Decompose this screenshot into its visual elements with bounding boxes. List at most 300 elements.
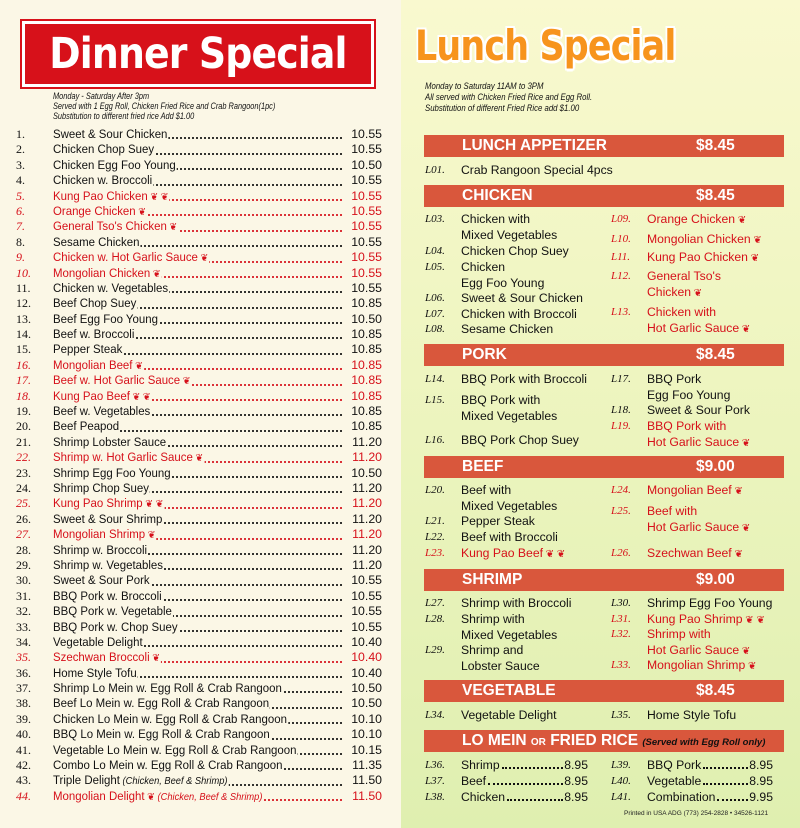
lunch-item-line: Mongolian Chicken ❦ [647,232,762,246]
dinner-item-name-wrap [53,727,342,742]
lunch-item-name [461,321,553,337]
dinner-item-name: Beef w. Hot Garlic Sauce ❦ [53,373,191,389]
dinner-item-number: 11. [16,280,31,295]
lunch-item-code: L07. [425,308,445,320]
dinner-item-price: 10.50 [342,312,382,327]
pepper-icon: ❦ [180,376,191,388]
lunch-item-line: BBQ Pork with [647,419,727,433]
dinner-item-number: 8. [16,234,25,249]
lunch-item-code: L21. [425,515,445,527]
lunch-item-line: Hot Garlic Sauce ❦ [647,520,751,534]
lunch-item-line: BBQ Pork with [461,393,541,407]
pepper-icon: ❦ [132,360,143,372]
lunch-item-line: Sweet & Sour Pork [647,403,750,417]
lunch-item-code: L17. [611,373,631,385]
pepper-icon: ❦ [739,438,751,449]
dinner-item [16,296,382,311]
dinner-item-name: BBQ Pork w. Broccoli [53,588,162,603]
dinner-item-price: 10.55 [342,235,382,250]
dinner-item-name-wrap [53,373,342,389]
dinner-item [16,712,382,727]
lunch-item-line: Orange Chicken ❦ [647,212,747,226]
dinner-item-name: Kung Pao Chicken ❦ ❦ [53,189,169,205]
lomein-item-code: L41. [611,791,631,803]
dinner-item [16,204,382,219]
lunch-item-line: Hot Garlic Sauce ❦ [647,321,751,335]
lunch-item-line: Chicken with [461,212,531,226]
section-lo-mein-fried-rice [424,730,784,752]
lunch-item-name [461,642,540,674]
lunch-item-name [647,482,743,500]
dinner-item-price: 10.55 [342,266,382,281]
lomein-item-code: L40. [611,775,631,787]
dinner-item-number: 16. [16,357,31,372]
dinner-item-number: 23. [16,465,31,480]
dinner-item-price: 10.10 [342,712,382,727]
lunch-item-code: L05. [425,261,445,273]
section-price: $9.00 [696,458,735,475]
dinner-item-name: Vegetable Delight [53,634,143,649]
lunch-item-name [647,211,746,229]
dinner-item [16,635,382,650]
dinner-item-name: BBQ Lo Mein w. Egg Roll & Crab Rangoon [53,727,270,742]
dinner-item-name: Szechwan Broccoli ❦ [53,650,161,666]
section-price: $8.45 [696,137,735,154]
dinner-item-name: Sweet & Sour Shrimp [53,511,163,526]
pepper-icon: ❦ ❦ [129,391,151,403]
dinner-item-price: 10.40 [342,666,382,681]
dinner-item-number: 20. [16,419,31,434]
dinner-note [53,91,275,121]
dinner-item-price: 10.50 [342,681,382,696]
lunch-item-code: L28. [425,613,445,625]
lunch-item-code: L22. [425,531,445,543]
dinner-item-number: 17. [16,373,31,388]
dinner-note-line: Substitution to different fried rice Add $1.00 [53,111,195,121]
lunch-item-name [647,545,743,563]
lunch-item-code: L10. [611,233,631,245]
dinner-item-name-wrap [53,650,342,666]
dinner-item-name-wrap [53,281,342,296]
pepper-icon: ❦ [166,222,178,234]
dinner-item-name: Chicken Chop Suey [53,142,155,157]
dot-leader [507,789,563,801]
lunch-item-line: Pepper Steak [461,514,535,528]
dinner-item-name: Sweet & Sour Pork [53,573,150,588]
pepper-icon: ❦ [144,791,155,803]
lunch-item-line: BBQ Pork [647,372,702,386]
lunch-item-code: L06. [425,292,445,304]
dinner-item-number: 28. [16,542,31,557]
lunch-item-name [647,371,730,403]
lomein-item-price: 9.95 [749,790,773,804]
dinner-item [16,496,382,511]
lunch-item-line: Home Style Tofu [647,708,737,722]
dinner-item-number: 38. [16,696,31,711]
lunch-item-name [461,162,613,178]
dinner-item-name-wrap [53,296,342,311]
dinner-item [16,650,382,665]
dinner-item-number: 33. [16,619,31,634]
dinner-item-name: Sesame Chicken [53,234,140,249]
lunch-item-line: Shrimp Egg Foo Young [647,596,773,610]
dinner-item-number: 19. [16,404,31,419]
dinner-item-price: 10.55 [342,604,382,619]
dinner-title-banner [22,21,374,87]
dinner-item-name-wrap [53,696,342,711]
dinner-item-name: Shrimp Lobster Sauce [53,434,167,449]
lunch-item-line: Kung Pao Beef ❦ ❦ [461,546,566,560]
dinner-item [16,696,382,711]
lunch-item-line: Egg Foo Young [461,276,545,290]
section-price: $8.45 [696,682,735,699]
dot-leader [717,789,748,801]
lunch-item-code: L35. [611,709,631,721]
lunch-item-name [461,432,579,448]
pepper-icon: ❦ [731,486,743,497]
lunch-item-name [461,306,577,322]
lunch-item-name [647,402,750,418]
lunch-item-line: Shrimp and [461,643,524,657]
dinner-item-price: 11.20 [342,558,382,573]
dinner-item-name: Beef Chop Suey [53,296,137,311]
lunch-item-line: Chicken with Broccoli [461,307,577,321]
dinner-item-name-wrap [53,266,342,282]
dinner-item-name-wrap [53,358,342,374]
lunch-item-code: L23. [425,547,445,559]
dinner-item-price: 10.10 [342,727,382,742]
pepper-icon: ❦ ❦ [543,549,566,560]
dinner-item-number: 25. [16,496,31,511]
dinner-item-number: 35. [16,650,31,665]
lunch-item-name [461,595,571,611]
dinner-item [16,250,382,265]
dinner-item-number: 18. [16,388,31,403]
dinner-item [16,419,382,434]
dinner-item [16,573,382,588]
dinner-item-price: 10.40 [342,650,382,665]
lunch-title-banner [415,15,677,75]
lomein-item-code: L39. [611,759,631,771]
dinner-item [16,620,382,635]
dinner-item-name-wrap [53,327,342,342]
dinner-item [16,666,382,681]
printed-footer: Printed in USA ADG (773) 254-2828 • 34526-1121 [624,810,769,817]
lunch-item-line: General Tso's [647,269,721,283]
section-label: LUNCH APPETIZER [462,137,607,154]
pepper-icon: ❦ [750,235,762,246]
dinner-item-price: 11.20 [342,496,382,511]
lomein-item-price: 8.95 [564,758,588,772]
lomein-item-price: 8.95 [749,774,773,788]
dinner-item-number: 30. [16,573,31,588]
dinner-item-price: 10.85 [342,419,382,434]
dinner-item-note: (Chicken, Beef & Shrimp) [154,791,263,803]
dinner-item-name: BBQ Pork w. Chop Suey [53,619,178,634]
dinner-item-name-wrap [53,543,342,558]
dinner-item-number: 44. [16,788,31,803]
dinner-item-price: 10.50 [342,158,382,173]
lomein-item-name: BBQ Pork [647,758,702,772]
dinner-item-name: Beef Lo Mein w. Egg Roll & Crab Rangoon [53,696,270,711]
dinner-item-number: 31. [16,588,31,603]
dinner-item-number: 12. [16,296,31,311]
dinner-item-name: Combo Lo Mein w. Egg Roll & Crab Rangoon [53,758,283,773]
pepper-icon: ❦ [150,268,161,280]
dinner-item-price: 10.55 [342,620,382,635]
lomein-item-name: Chicken [461,790,506,804]
lomein-item [647,773,773,789]
dinner-item-name: Shrimp w. Hot Garlic Sauce ❦ [53,450,204,466]
lunch-item-line: Chicken [461,260,506,274]
dinner-item [16,481,382,496]
dinner-item-name-wrap [53,204,342,220]
lomein-item-name: Shrimp [461,758,500,772]
dinner-item-number: 40. [16,727,31,742]
dinner-item-name: Chicken w. Broccoli [53,173,153,188]
lunch-item-line: Mixed Vegetables [461,409,558,423]
lunch-item-code: L11. [611,251,631,263]
dinner-item-number: 15. [16,342,31,357]
dinner-item-name: Mongolian Shrimp ❦ [53,527,156,543]
dinner-item-name: Shrimp Chop Suey [53,480,149,495]
lunch-item-name [461,211,557,243]
dinner-item-number: 9. [16,250,25,265]
section-label [462,730,765,754]
dinner-item [16,773,382,788]
lomein-item-price: 8.95 [749,758,773,772]
dinner-item-name: Beef w. Vegetables [53,404,151,419]
dinner-item-name: Shrimp Lo Mein w. Egg Roll & Crab Rangoon [53,681,282,696]
dinner-item-name: Beef Egg Foo Young [53,311,158,326]
pepper-icon: ❦ [747,253,760,264]
section-lunch-appetizer [424,135,784,157]
pepper-icon: ❦ [739,523,751,534]
lunch-item-code: L18. [611,404,631,416]
dinner-item-name: General Tso's Chicken ❦ [53,219,178,235]
lomein-item-code: L37. [425,775,445,787]
dinner-item-price: 10.55 [342,250,382,265]
pepper-icon: ❦ [745,661,757,672]
pepper-icon: ❦ [691,288,703,299]
dinner-item-number: 34. [16,634,31,649]
dinner-item-name: Beef Peapod [53,419,120,434]
dinner-item [16,127,382,142]
lunch-item-code: L03. [425,213,445,225]
pepper-icon: ❦ [739,646,751,657]
dinner-item-name: Vegetable Lo Mein w. Egg Roll & Crab Rangoon [53,742,297,757]
lunch-item-code: L13. [611,306,631,318]
dinner-item-name-wrap [53,342,342,357]
dinner-item [16,527,382,542]
section-label: CHICKEN [462,187,533,204]
dinner-item [16,435,382,450]
section-label: VEGETABLE [462,682,556,699]
pepper-icon: ❦ [739,324,751,335]
dinner-item [16,266,382,281]
dinner-item-price: 10.85 [342,327,382,342]
lunch-note-line: All served with Chicken Fried Rice and Egg Roll. [425,92,593,103]
dinner-item-number: 42. [16,758,31,773]
dinner-item [16,558,382,573]
section-note: (Served with Egg Roll only) [642,737,766,748]
dinner-item [16,235,382,250]
dinner-item-number: 27. [16,527,31,542]
dinner-item-price: 10.15 [342,743,382,758]
dinner-item [16,681,382,696]
pepper-icon: ❦ [192,453,204,465]
dinner-item-name-wrap [53,235,342,250]
dinner-item-name-wrap [53,604,342,619]
lomein-item [461,757,588,773]
dinner-item-name: Mongolian Beef ❦ [53,358,144,374]
lunch-item-line: BBQ Pork Chop Suey [461,433,579,447]
lunch-item-code: L19. [611,420,631,432]
lunch-item-line: Sesame Chicken [461,322,554,336]
lunch-item-name [647,657,756,675]
dinner-item-price: 11.20 [342,450,382,465]
lunch-item-code: L26. [611,547,631,559]
dinner-item-number: 6. [16,203,25,218]
dinner-item [16,604,382,619]
dinner-item-number: 39. [16,711,31,726]
lunch-item-name [461,513,535,529]
lunch-title: Lunch Special [415,20,676,70]
lomein-item-name: Combination [647,790,716,804]
dinner-item-price: 10.55 [342,173,382,188]
dinner-item-number: 43. [16,773,31,788]
lunch-item-line: Chicken with [647,305,717,319]
lunch-item-code: L24. [611,484,631,496]
section-label: BEEF [462,458,504,475]
pepper-icon: ❦ [135,206,147,218]
dinner-item-number: 24. [16,480,31,495]
dinner-item-name: Chicken Egg Foo Young [53,157,176,172]
dinner-item-name-wrap [53,312,342,327]
dinner-item [16,512,382,527]
lomein-item-price: 8.95 [564,790,588,804]
section-label-or: OR [530,737,546,748]
dinner-item-price: 10.50 [342,696,382,711]
dinner-item [16,543,382,558]
lunch-item-line: Vegetable Delight [461,708,557,722]
lunch-item-name [647,503,750,537]
dinner-item-name-wrap [53,773,342,789]
lunch-item-line: Mixed Vegetables [461,228,558,242]
dinner-item-name-wrap [53,142,342,157]
dinner-item [16,158,382,173]
lunch-item-code: L25. [611,505,631,517]
lunch-item-line: Kung Pao Shrimp ❦ ❦ [647,612,765,626]
lunch-item-line: Hot Garlic Sauce ❦ [647,643,751,657]
section-label-lo-mein: LO MEIN [462,732,527,749]
dinner-item-name: Mongolian Chicken ❦ [53,266,162,282]
lomein-item-price: 8.95 [564,774,588,788]
dinner-item-name: Home Style Tofu [53,665,137,680]
dinner-item [16,373,382,388]
lomein-item [647,789,773,805]
lunch-item-name [461,545,565,563]
lunch-item-line: Mongolian Beef ❦ [647,483,743,497]
dinner-item-name-wrap [53,466,342,481]
lunch-item-name [647,418,750,452]
dinner-item-name: Mongolian Delight ❦ (Chicken, Beef & Shrimp) [53,789,263,805]
dinner-item-number: 13. [16,311,31,326]
pepper-icon: ❦ [735,215,747,226]
lunch-item-code: L09. [611,213,631,225]
dinner-item-name-wrap [53,481,342,496]
lunch-item-code: L29. [425,644,445,656]
section-label: PORK [462,346,507,363]
dinner-item [16,466,382,481]
lunch-item-name [647,231,762,249]
lunch-item-code: L14. [425,373,445,385]
lunch-item-line: Beef with Broccoli [461,530,558,544]
dinner-item-name-wrap [53,512,342,527]
dinner-item-price: 10.50 [342,466,382,481]
dinner-item-name-wrap [53,219,342,235]
dinner-item-price: 10.55 [342,219,382,234]
dinner-item-number: 36. [16,665,31,680]
section-label-fried-rice: FRIED RICE [550,732,639,749]
dinner-item-name-wrap [53,789,342,805]
dinner-item-number: 14. [16,327,31,342]
dinner-note-line: Monday - Saturday After 3pm [53,91,150,101]
lomein-item [461,789,588,805]
lunch-item-line: Mixed Vegetables [461,628,558,642]
dinner-item-name: Sweet & Sour Chicken [53,127,168,141]
dinner-item-price: 10.85 [342,373,382,388]
dinner-item-number: 3. [16,157,25,172]
lunch-item-line: Sweet & Sour Chicken [461,291,583,305]
dinner-item-name-wrap [53,127,342,142]
dinner-item-name-wrap [53,173,342,188]
lomein-item-name: Beef [461,774,487,788]
dinner-item-price: 11.20 [342,435,382,450]
lunch-item-line: Crab Rangoon Special 4pcs [461,163,613,177]
lunch-item-name [647,626,750,660]
dinner-item [16,142,382,157]
section-shrimp [424,569,784,591]
dinner-item-name-wrap [53,419,342,434]
dinner-item-price: 10.55 [342,573,382,588]
lunch-item-line: Szechwan Beef ❦ [647,546,743,560]
dinner-item-price: 10.85 [342,296,382,311]
dinner-item-price: 10.55 [342,127,382,142]
dinner-item [16,281,382,296]
dinner-item [16,758,382,773]
lunch-item-code: L01. [425,164,445,176]
lomein-item [647,757,773,773]
dinner-item-price: 10.55 [342,204,382,219]
dinner-item-price: 10.55 [342,281,382,296]
dinner-item-name: Kung Pao Shrimp ❦ ❦ [53,496,164,512]
dinner-item-number: 4. [16,173,25,188]
dinner-item-price: 11.35 [342,758,382,773]
dinner-item-name-wrap [53,712,342,727]
section-price: $8.45 [696,346,735,363]
lomein-item-name: Vegetable [647,774,702,788]
lunch-item-line: Shrimp with [461,612,525,626]
dinner-item-name-wrap [53,189,342,205]
dinner-item [16,727,382,742]
lunch-item-line: Lobster Sauce [461,659,540,673]
dinner-item-name-wrap [53,743,342,758]
dinner-item-name-wrap [53,496,342,512]
lunch-item-name [461,529,558,545]
dinner-item-name-wrap [53,620,342,635]
lunch-item-name [461,611,557,643]
